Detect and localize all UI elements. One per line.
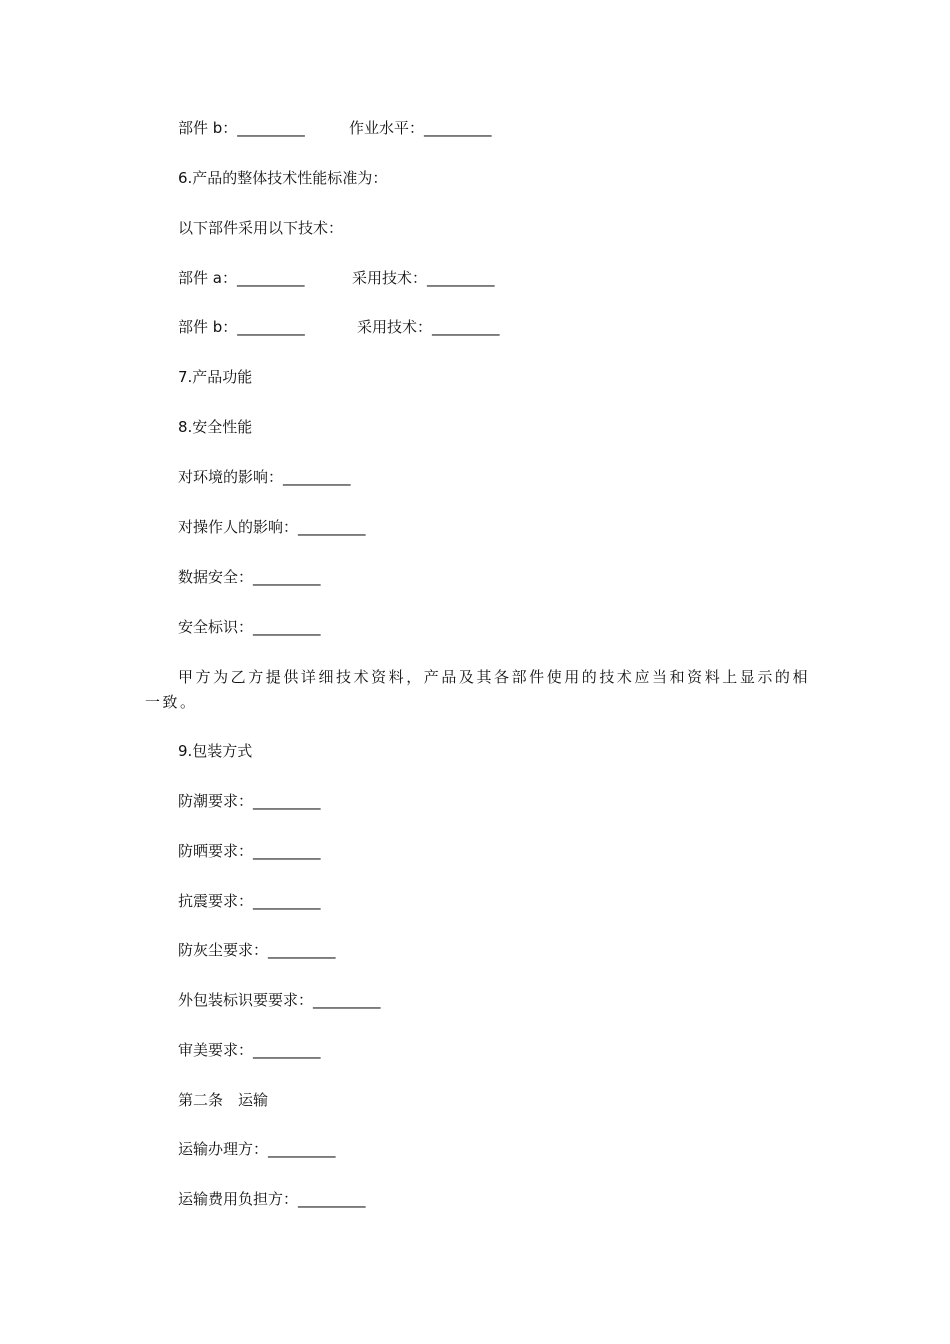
section-9-heading: 9.包装方式 [178, 742, 253, 760]
part-a-field: 部件 a：_________ [178, 269, 305, 287]
work-level-field: 作业水平：_________ [349, 119, 492, 137]
tech-b-field: 采用技术：_________ [357, 318, 500, 336]
tech-intro: 以下部件采用以下技术： [178, 219, 344, 237]
dust-field: 防灰尘要求：_________ [178, 941, 336, 959]
section-7-heading: 7.产品功能 [178, 368, 253, 386]
article-2-heading: 第二条 运输 [178, 1091, 269, 1109]
section-6-heading: 6.产品的整体技术性能标准为： [178, 169, 388, 187]
part-b-field: 部件 b：_________ [178, 119, 305, 137]
transport-cost-field: 运输费用负担方：_________ [178, 1190, 366, 1208]
sun-field: 防晒要求：_________ [178, 842, 321, 860]
environment-impact-field: 对环境的影响：_________ [178, 468, 351, 486]
shock-field: 抗震要求：_________ [178, 892, 321, 910]
moisture-field: 防潮要求：_________ [178, 792, 321, 810]
operator-impact-field: 对操作人的影响：_________ [178, 518, 366, 536]
transport-handler-field: 运输办理方：_________ [178, 1140, 336, 1158]
tech-docs-paragraph: 甲方为乙方提供详细技术资料，产品及其各部件使用的技术应当和资料上显示的相一致。 [145, 668, 810, 711]
outer-label-field: 外包装标识要要求：_________ [178, 991, 381, 1009]
tech-a-field: 采用技术：_________ [352, 269, 495, 287]
section-8-heading: 8.安全性能 [178, 418, 253, 436]
data-security-field: 数据安全：_________ [178, 568, 321, 586]
safety-label-field: 安全标识：_________ [178, 618, 321, 636]
part-b-field-2: 部件 b：_________ [178, 318, 305, 336]
aesthetic-field: 审美要求：_________ [178, 1041, 321, 1059]
